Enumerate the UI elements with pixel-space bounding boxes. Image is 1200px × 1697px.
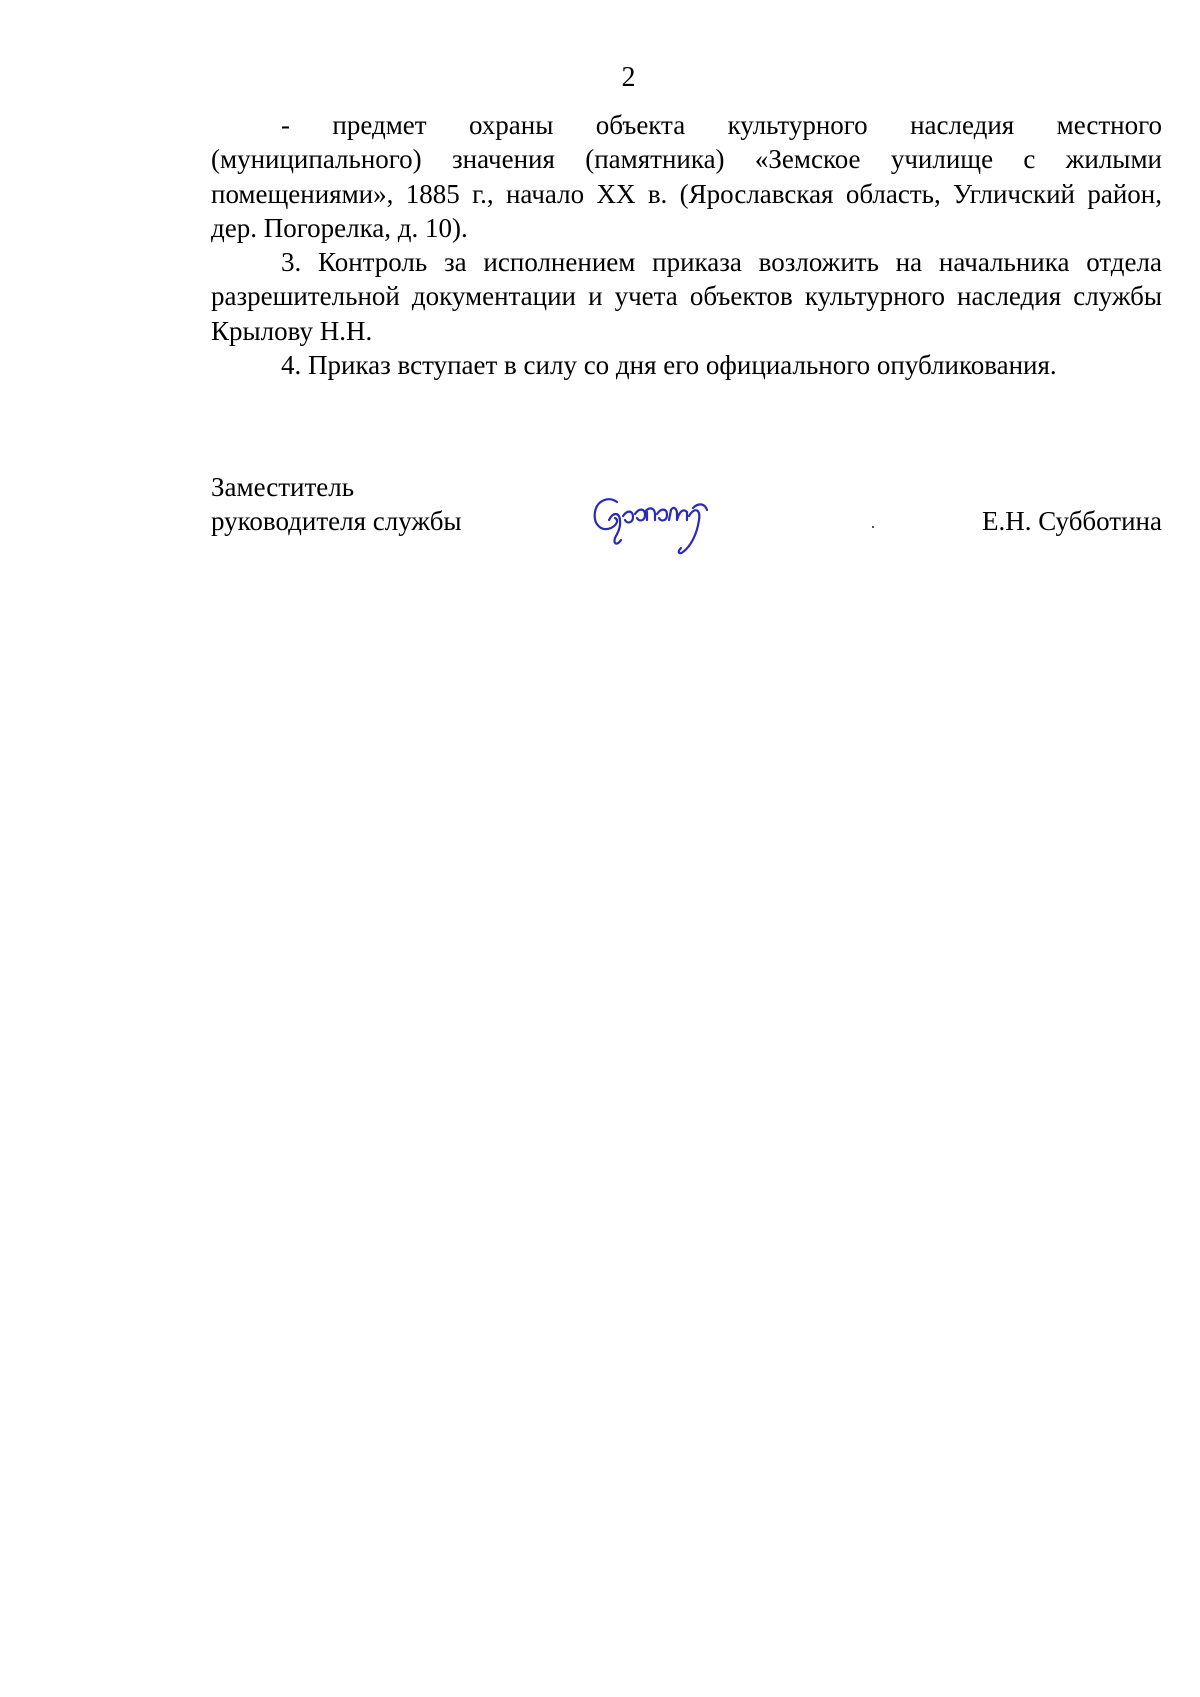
stray-dot [872,526,874,528]
order-body-text [211,108,1162,382]
paragraph-protection-subject: - предмет охраны объекта культурного наследия местного (муниципального) значения (памятника) «Земское училище с жилыми помещениями», 1885 г., начало XX в. (Ярославская область, Угличский район, дер. Погорелка, д. 10). [211,110,1162,243]
paragraph-control-clause: 3. Контроль за исполнением приказа возложить на начальника отдела разрешительной документации и учета объектов культурного наследия службы Крылову Н.Н. [211,247,1162,346]
handwritten-signature [589,490,729,560]
signer-position [211,470,462,538]
page-number: 2 [621,62,636,93]
signer-name: Е.Н. Субботина [981,506,1162,536]
signer-position-line-1: Заместитель [211,472,355,502]
signature-block [211,470,1162,570]
signer-position-line-2: руководителя службы [211,506,462,536]
paragraph-effective-date: 4. Приказ вступает в силу со дня его официального опубликования. [281,350,1057,381]
